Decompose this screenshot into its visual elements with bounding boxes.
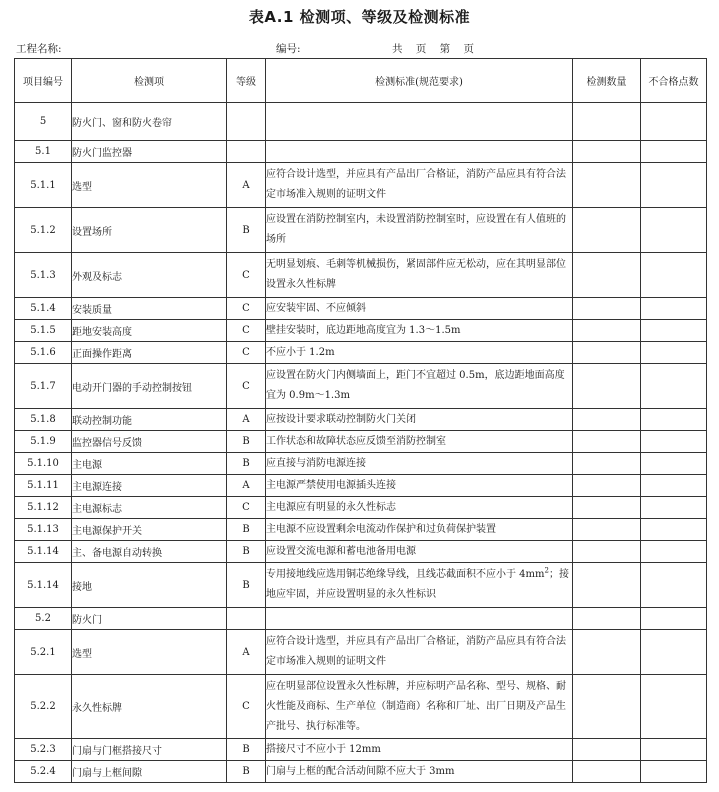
table-row — [15, 409, 707, 431]
cell-count — [573, 163, 641, 208]
header-count: 检测数量 — [573, 59, 641, 103]
cell-fail — [641, 519, 707, 541]
cell-id-text: 5.1 — [35, 146, 51, 157]
cell-grade — [227, 475, 266, 497]
cell-id — [15, 253, 72, 298]
cell-id-text: 5.1.9 — [30, 436, 56, 447]
cell-grade-text: C — [242, 347, 250, 358]
cell-id-text: 5.1.5 — [30, 325, 56, 336]
cell-standard — [266, 761, 573, 783]
cell-fail — [641, 497, 707, 519]
cell-grade — [227, 739, 266, 761]
cell-item-text: 监控器信号反馈 — [72, 438, 142, 449]
cell-item-text: 门扇与门框搭接尺寸 — [72, 746, 162, 757]
inspection-table — [14, 58, 707, 783]
cell-grade — [227, 409, 266, 431]
cell-grade — [227, 630, 266, 675]
cell-id — [15, 630, 72, 675]
table-row — [15, 563, 707, 608]
cell-standard — [266, 298, 573, 320]
cell-fail — [641, 141, 707, 163]
cell-standard-text: 应直接与消防电源连接 — [266, 457, 366, 469]
cell-item — [72, 364, 227, 409]
cell-item — [72, 475, 227, 497]
cell-standard — [266, 320, 573, 342]
cell-grade-text: C — [242, 269, 250, 281]
cell-grade-text: B — [242, 458, 250, 469]
cell-standard — [266, 608, 573, 630]
header-grade: 等级 — [227, 59, 266, 103]
table-row — [15, 739, 707, 761]
cell-grade-text: B — [242, 224, 250, 236]
cell-item-text: 安装质量 — [72, 305, 112, 316]
cell-item-text: 主电源标志 — [72, 504, 122, 515]
cell-grade-text: A — [242, 179, 250, 191]
cell-standard-text: 主电源应有明显的永久性标志 — [266, 501, 396, 513]
cell-item-text: 防火门 — [72, 615, 102, 626]
cell-standard — [266, 342, 573, 364]
cell-item — [72, 103, 227, 141]
cell-fail — [641, 364, 707, 409]
cell-item — [72, 739, 227, 761]
cell-item — [72, 541, 227, 563]
cell-count — [573, 761, 641, 783]
table-row — [15, 141, 707, 163]
table-row — [15, 320, 707, 342]
cell-id — [15, 320, 72, 342]
table-row — [15, 342, 707, 364]
superscript: 2 — [544, 566, 549, 575]
cell-standard — [266, 497, 573, 519]
cell-id — [15, 675, 72, 739]
cell-item — [72, 163, 227, 208]
number-label: 编号: — [276, 43, 301, 55]
cell-grade — [227, 208, 266, 253]
cell-item-text: 主、备电源自动转换 — [72, 548, 162, 559]
cell-count — [573, 409, 641, 431]
cell-item-text: 选型 — [72, 648, 92, 660]
cell-standard-text: 应安装牢固、不应倾斜 — [266, 302, 366, 314]
header-item: 检测项 — [72, 59, 227, 103]
cell-id-text: 5.1.12 — [27, 502, 59, 513]
cell-count — [573, 298, 641, 320]
cell-standard-text: 主电源严禁使用电源插头连接 — [266, 479, 396, 491]
cell-item-text: 外观及标志 — [72, 271, 122, 283]
cell-standard-text: 应符合设计选型，并应具有产品出厂合格证，消防产品应具有符合法定市场准入规则的证明文件 — [266, 169, 566, 200]
cell-item-text: 防火门监控器 — [72, 148, 132, 159]
cell-item — [72, 608, 227, 630]
cell-grade-text: B — [242, 744, 250, 755]
cell-id — [15, 364, 72, 409]
cell-fail — [641, 253, 707, 298]
table-row — [15, 431, 707, 453]
cell-id — [15, 453, 72, 475]
cell-item — [72, 298, 227, 320]
cell-standard — [266, 163, 573, 208]
cell-id — [15, 342, 72, 364]
cell-standard — [266, 453, 573, 475]
cell-grade-text: B — [242, 546, 250, 557]
cell-item — [72, 630, 227, 675]
cell-standard — [266, 630, 573, 675]
cell-fail — [641, 163, 707, 208]
cell-grade — [227, 563, 266, 608]
cell-grade-text: C — [242, 303, 250, 314]
table-row — [15, 475, 707, 497]
cell-grade-text: B — [242, 766, 250, 777]
cell-standard-text: 搭接尺寸不应小于 12mm — [266, 743, 381, 755]
cell-standard-text: 应设置在防火门内侧墙面上，距门不宜超过 0.5m，底边距地面高度宜为 0.9m～1.3m — [266, 370, 565, 401]
cell-item-text: 接地 — [72, 581, 92, 593]
cell-item — [72, 519, 227, 541]
cell-standard-text: 应按设计要求联动控制防火门关闭 — [266, 413, 416, 425]
cell-id — [15, 141, 72, 163]
table-header-row — [15, 59, 707, 103]
cell-grade-text: A — [242, 646, 250, 658]
cell-grade — [227, 453, 266, 475]
cell-fail — [641, 608, 707, 630]
cell-id — [15, 298, 72, 320]
cell-grade-text: A — [242, 480, 250, 491]
cell-id — [15, 208, 72, 253]
cell-id-text: 5.1.2 — [30, 224, 56, 236]
cell-id-text: 5.2 — [35, 613, 51, 624]
cell-id-text: 5.1.13 — [27, 524, 59, 535]
cell-item — [72, 208, 227, 253]
table-row — [15, 761, 707, 783]
cell-standard — [266, 739, 573, 761]
cell-item-text: 永久性标牌 — [72, 703, 122, 714]
cell-id — [15, 409, 72, 431]
cell-grade-text: C — [242, 380, 250, 392]
cell-item — [72, 342, 227, 364]
cell-count — [573, 563, 641, 608]
cell-standard-text: 应符合设计选型，并应具有产品出厂合格证，消防产品应具有符合法定市场准入规则的证明文件 — [266, 636, 566, 667]
cell-grade — [227, 541, 266, 563]
cell-item — [72, 320, 227, 342]
cell-id — [15, 475, 72, 497]
cell-standard — [266, 141, 573, 163]
cell-grade-text: C — [242, 325, 250, 336]
cell-item — [72, 497, 227, 519]
table-row — [15, 163, 707, 208]
cell-grade — [227, 320, 266, 342]
cell-item-text: 主电源 — [72, 460, 102, 471]
cell-standard — [266, 364, 573, 409]
header-fail: 不合格点数 — [641, 59, 707, 103]
cell-id-text: 5 — [39, 116, 47, 127]
cell-id-text: 5.1.14 — [27, 546, 59, 557]
cell-standard — [266, 253, 573, 298]
cell-fail — [641, 563, 707, 608]
cell-count — [573, 630, 641, 675]
cell-id-text: 5.1.14 — [27, 579, 59, 591]
project-name-label: 工程名称: — [16, 43, 62, 55]
cell-grade — [227, 431, 266, 453]
table-row — [15, 364, 707, 409]
cell-standard-tail: ；接地应牢固，并应设置明显的永久性标识 — [266, 569, 569, 600]
cell-standard-text: 壁挂安装时，底边距地高度宜为 1.3～1.5m — [266, 324, 461, 336]
table-row — [15, 541, 707, 563]
cell-count — [573, 253, 641, 298]
cell-id — [15, 761, 72, 783]
cell-fail — [641, 342, 707, 364]
cell-id-text: 5.2.3 — [30, 744, 56, 755]
cell-grade — [227, 141, 266, 163]
cell-fail — [641, 409, 707, 431]
cell-fail — [641, 103, 707, 141]
cell-id-text: 5.1.3 — [30, 269, 56, 281]
cell-id-text: 5.1.6 — [30, 347, 56, 358]
table-row — [15, 675, 707, 739]
cell-count — [573, 453, 641, 475]
cell-standard — [266, 563, 573, 608]
cell-item — [72, 563, 227, 608]
cell-item — [72, 761, 227, 783]
cell-standard — [266, 675, 573, 739]
cell-count — [573, 342, 641, 364]
cell-count — [573, 364, 641, 409]
cell-item — [72, 141, 227, 163]
cell-standard — [266, 431, 573, 453]
cell-fail — [641, 675, 707, 739]
cell-grade — [227, 608, 266, 630]
cell-grade — [227, 761, 266, 783]
cell-item-text: 选型 — [72, 181, 92, 193]
cell-count — [573, 208, 641, 253]
cell-grade — [227, 497, 266, 519]
cell-grade-text: B — [242, 524, 250, 535]
cell-item-text: 主电源保护开关 — [72, 526, 142, 537]
cell-item-text: 正面操作距离 — [72, 349, 132, 360]
cell-grade — [227, 342, 266, 364]
cell-id — [15, 563, 72, 608]
cell-count — [573, 431, 641, 453]
cell-item — [72, 409, 227, 431]
cell-standard-text: 无明显划痕、毛刺等机械损伤，紧固部件应无松动，应在其明显部位设置永久性标牌 — [266, 259, 566, 290]
cell-item-text: 电动开门器的手动控制按钮 — [72, 382, 192, 394]
cell-id — [15, 739, 72, 761]
cell-fail — [641, 208, 707, 253]
cell-item — [72, 253, 227, 298]
cell-grade-text: B — [242, 579, 250, 591]
cell-fail — [641, 475, 707, 497]
cell-standard-text: 应设置在消防控制室内，未设置消防控制室时，应设置在有人值班的场所 — [266, 214, 566, 245]
table-row — [15, 208, 707, 253]
header-standard: 检测标准(规范要求) — [266, 59, 573, 103]
table-row — [15, 608, 707, 630]
cell-standard — [266, 541, 573, 563]
table-row — [15, 298, 707, 320]
cell-item-text: 联动控制功能 — [72, 416, 132, 427]
cell-count — [573, 497, 641, 519]
cell-count — [573, 541, 641, 563]
cell-fail — [641, 739, 707, 761]
cell-item-text: 门扇与上框间隙 — [72, 768, 142, 779]
cell-id-text: 5.2.4 — [30, 766, 56, 777]
cell-id-text: 5.1.10 — [27, 458, 59, 469]
table-row — [15, 519, 707, 541]
cell-item-text: 主电源连接 — [72, 482, 122, 493]
table-row — [15, 453, 707, 475]
pages-label: 共 页 第 页 — [392, 43, 475, 55]
cell-id — [15, 608, 72, 630]
cell-id-text: 5.2.1 — [30, 646, 56, 658]
table-row — [15, 103, 707, 141]
cell-id — [15, 103, 72, 141]
cell-fail — [641, 761, 707, 783]
cell-standard — [266, 475, 573, 497]
cell-id-text: 5.1.7 — [30, 380, 56, 392]
cell-count — [573, 103, 641, 141]
cell-standard-text: 工作状态和故障状态应反馈至消防控制室 — [266, 435, 446, 447]
cell-fail — [641, 630, 707, 675]
cell-fail — [641, 431, 707, 453]
cell-id-text: 5.1.1 — [30, 179, 56, 191]
cell-grade — [227, 298, 266, 320]
cell-standard-text: 门扇与上框的配合活动间隙不应大于 3mm — [266, 765, 455, 777]
cell-grade — [227, 253, 266, 298]
cell-id-text: 5.1.11 — [27, 480, 59, 491]
cell-fail — [641, 298, 707, 320]
table-row — [15, 630, 707, 675]
cell-id — [15, 163, 72, 208]
cell-standard-text: 专用接地线应选用铜芯绝缘导线，且线芯截面积不应小于 4mm — [266, 569, 545, 580]
cell-fail — [641, 541, 707, 563]
cell-standard-text: 主电源不应设置剩余电流动作保护和过负荷保护装置 — [266, 523, 496, 535]
cell-item-text: 防火门、窗和防火卷帘 — [72, 118, 172, 129]
cell-id — [15, 497, 72, 519]
table-row — [15, 497, 707, 519]
cell-id-text: 5.1.4 — [30, 303, 56, 314]
cell-grade — [227, 103, 266, 141]
cell-count — [573, 608, 641, 630]
table-row — [15, 253, 707, 298]
table-title: 表A.1 检测项、等级及检测标准 — [248, 8, 471, 26]
cell-count — [573, 141, 641, 163]
cell-count — [573, 519, 641, 541]
cell-count — [573, 739, 641, 761]
cell-fail — [641, 453, 707, 475]
cell-fail — [641, 320, 707, 342]
cell-item-text: 设置场所 — [72, 226, 112, 238]
cell-id — [15, 519, 72, 541]
cell-standard-text: 应在明显部位设置永久性标牌，并应标明产品名称、型号、规格、耐火性能及商标、生产单位（制造商）名称和厂址、出厂日期及产品生产批号、执行标准等。 — [266, 680, 566, 732]
header-id: 项目编号 — [15, 59, 72, 103]
cell-grade — [227, 364, 266, 409]
cell-standard — [266, 208, 573, 253]
cell-count — [573, 475, 641, 497]
cell-grade — [227, 519, 266, 541]
cell-grade-text: C — [242, 701, 250, 712]
cell-standard — [266, 409, 573, 431]
cell-standard-text: 应设置交流电源和蓄电池备用电源 — [266, 545, 416, 557]
cell-id-text: 5.1.8 — [30, 414, 56, 425]
cell-id — [15, 431, 72, 453]
cell-grade-text: B — [242, 436, 250, 447]
cell-item — [72, 453, 227, 475]
cell-item — [72, 431, 227, 453]
cell-standard-text: 不应小于 1.2m — [266, 346, 335, 358]
cell-standard — [266, 103, 573, 141]
cell-count — [573, 320, 641, 342]
cell-standard — [266, 519, 573, 541]
cell-grade-text: A — [242, 414, 250, 425]
cell-item — [72, 675, 227, 739]
cell-count — [573, 675, 641, 739]
cell-id-text: 5.2.2 — [30, 701, 56, 712]
cell-grade — [227, 163, 266, 208]
cell-item-text: 距地安装高度 — [72, 327, 132, 338]
cell-id — [15, 541, 72, 563]
cell-grade-text: C — [242, 502, 250, 513]
cell-grade — [227, 675, 266, 739]
